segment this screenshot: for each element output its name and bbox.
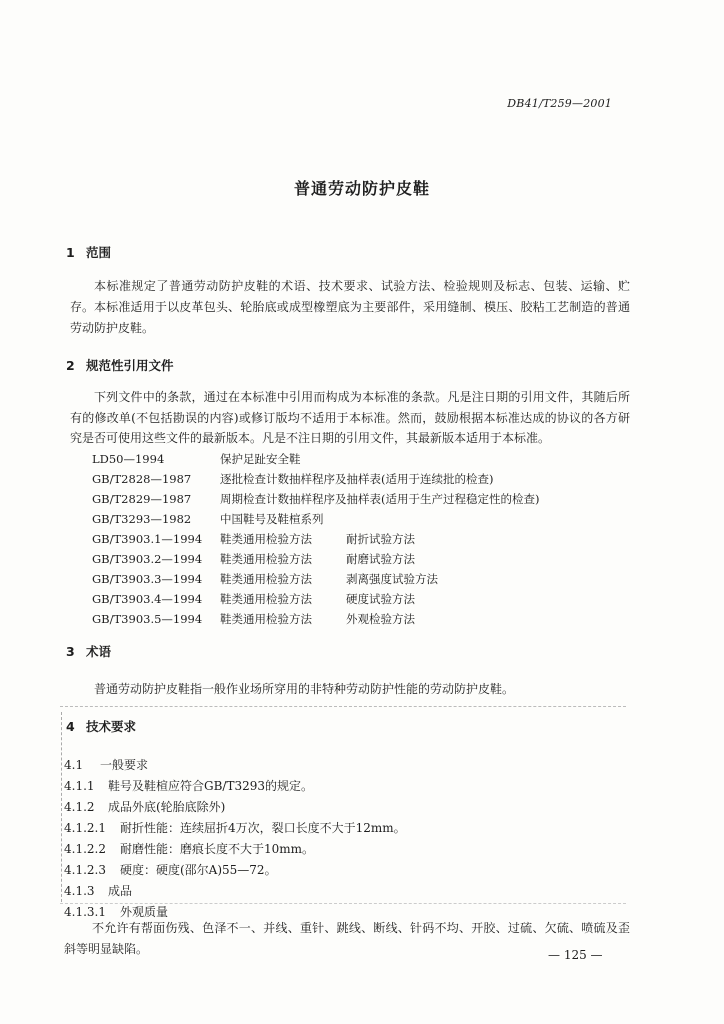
section-1-number: 1 [66,245,75,260]
clause-text: 耐折性能：连续屈折4万次，裂口长度不大于12mm。 [120,821,406,835]
clause-text: 硬度：硬度(邵尔A)55—72。 [120,863,277,877]
reference-row [92,569,438,589]
section-1-paragraph-2: 本标准适用于以皮革包头、轮胎底或成型橡塑底为主要部件，采用缝制、模压、胶粘工艺制造的普通劳动防护皮鞋。 [70,300,630,335]
reference-code: GB/T3903.3—1994 [92,572,203,586]
reference-subtitle: 剥离强度试验方法 [346,572,438,586]
clause-number: 4.1.3.1 [64,905,106,919]
reference-code: GB/T3903.2—1994 [92,552,203,566]
document-title: 普通劳动防护皮鞋 [293,179,430,198]
section-1-title: 范围 [86,245,112,260]
section-2-heading [66,356,174,374]
section-4-heading [66,717,136,735]
section-3-paragraph: 普通劳动防护皮鞋指一般作业场所穿用的非特种劳动防护性能的劳动防护皮鞋。 [94,682,515,696]
reference-subtitle: 耐磨试验方法 [346,552,415,566]
reference-code: GB/T2829—1987 [92,492,192,506]
standard-code: DB41/T259—2001 [507,97,612,110]
reference-row [92,609,415,629]
reference-row [92,449,301,469]
clause-row [64,798,225,815]
reference-code: GB/T3293—1982 [92,512,192,526]
section-1-heading [66,243,111,261]
reference-row [92,529,415,549]
reference-name: 鞋类通用检验方法 [220,532,312,546]
clause-text: 一般要求 [100,758,149,772]
clause-number: 4.1.2.2 [64,842,106,856]
section-3-heading [66,642,111,660]
section-3-number: 3 [66,644,75,659]
section-4-number: 4 [66,719,75,734]
section-4-title: 技术要求 [86,719,137,734]
clause-number: 4.1.2.1 [64,821,106,835]
reference-name: 鞋类通用检验方法 [220,572,312,586]
section-2-paragraph: 下列文件中的条款，通过在本标准中引用而构成为本标准的条款。凡是注日期的引用文件，其随后所有的修改单(不包括勘误的内容)或修订版均不适用于本标准。然而，鼓励根据本标准达成的协议的各方研究是否可使用这些文件的最新版本。凡是不注日期的引用文件，其最新版本适用于本标准。 [70,390,630,445]
clause-text: 外观质量 [120,905,169,919]
reference-name: 保护足趾安全鞋 [220,452,301,466]
clause-number: 4.1 [64,758,84,772]
clause-row [64,861,277,878]
clause-text: 成品 [108,884,133,898]
reference-row [92,589,415,609]
reference-name: 中国鞋号及鞋楦系列 [220,512,324,526]
section-2-title: 规范性引用文件 [86,358,174,373]
section-2-number: 2 [66,358,75,373]
clause-row [64,756,148,773]
section-4-final-paragraph: 不允许有帮面伤残、色泽不一、并线、重针、跳线、断线、针码不均、开胶、过硫、欠硫、喷硫及歪斜等明显缺陷。 [64,921,630,956]
page-number: — 125 — [548,948,603,962]
reference-row [92,489,539,509]
clause-text: 耐磨性能：磨痕长度不大于10mm。 [120,842,315,856]
clause-text: 成品外底(轮胎底除外) [108,800,226,814]
reference-code: GB/T3903.1—1994 [92,532,203,546]
reference-name: 鞋类通用检验方法 [220,592,312,606]
reference-code: LD50—1994 [92,452,165,466]
reference-code: GB/T3903.4—1994 [92,592,203,606]
reference-subtitle: 耐折试验方法 [346,532,415,546]
reference-row [92,469,493,489]
reference-name: 鞋类通用检验方法 [220,552,312,566]
reference-name: 周期检查计数抽样程序及抽样表(适用于生产过程稳定性的检查) [220,492,540,506]
clause-text: 鞋号及鞋楦应符合GB/T3293的规定。 [108,779,313,793]
clause-number: 4.1.1 [64,779,95,793]
reference-row [92,549,415,569]
clause-row [64,777,313,794]
reference-name: 鞋类通用检验方法 [220,612,312,626]
reference-subtitle: 硬度试验方法 [346,592,415,606]
section-3-title: 术语 [86,644,112,659]
scan-dashed-line [61,712,62,902]
reference-name: 逐批检查计数抽样程序及抽样表(适用于连续批的检查) [220,472,494,486]
clause-number: 4.1.2 [64,800,95,814]
reference-code: GB/T2828—1987 [92,472,192,486]
clause-row [64,840,314,857]
reference-row [92,509,324,529]
section-1-paragraph-1: 本标准规定了普通劳动防护皮鞋的术语、技术要求、试验方法、检验规则及标志、包装、运输、贮存。 [70,279,630,314]
reference-code: GB/T3903.5—1994 [92,612,203,626]
clause-number: 4.1.3 [64,884,95,898]
clause-row [64,819,406,836]
clause-number: 4.1.2.3 [64,863,106,877]
reference-subtitle: 外观检验方法 [346,612,415,626]
clause-row [64,882,132,899]
